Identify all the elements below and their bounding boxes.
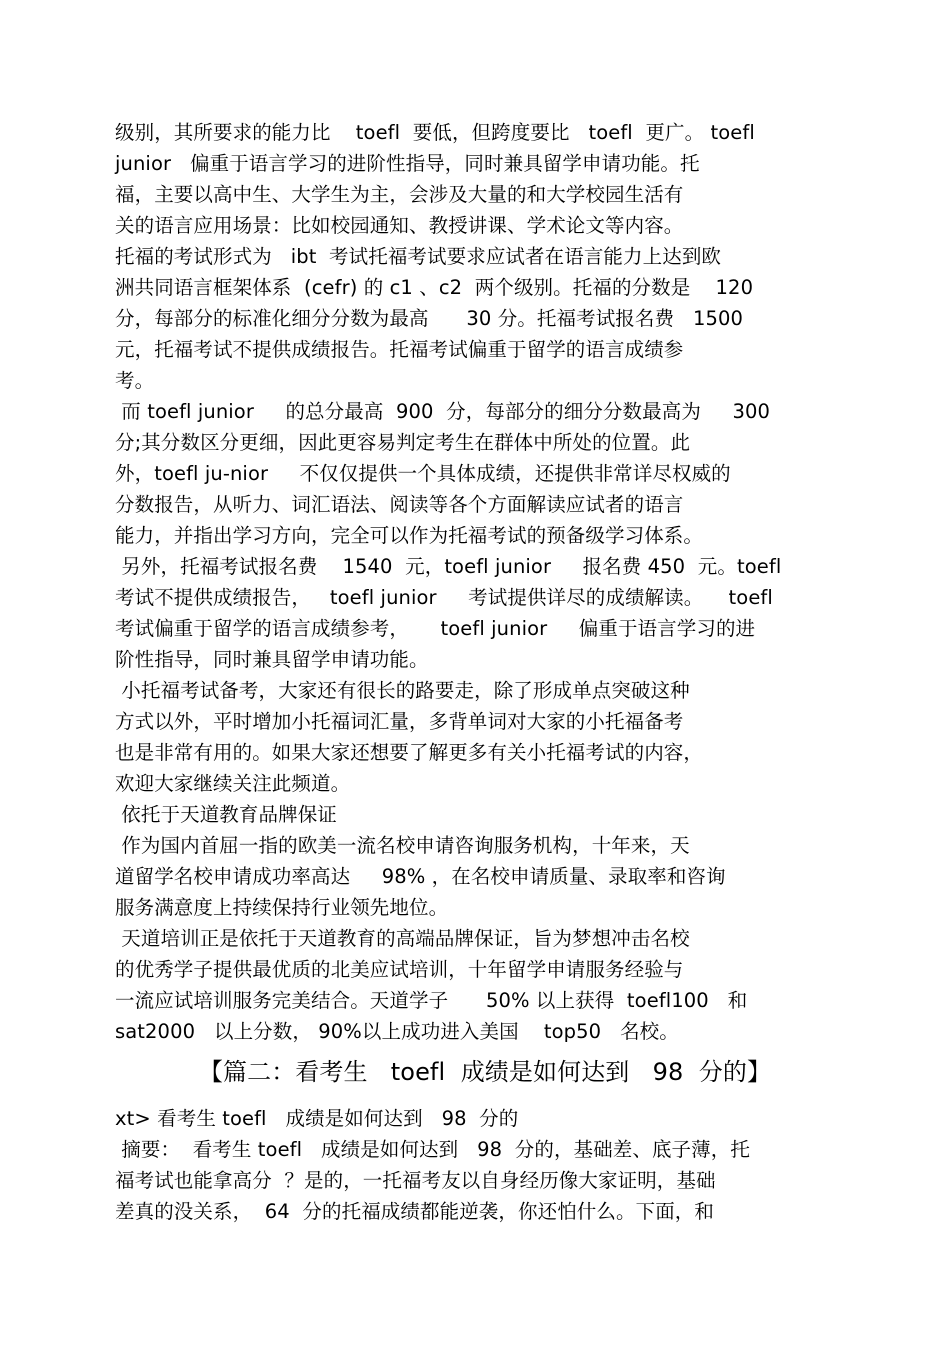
paragraph-article-intro [115,1103,855,1227]
text-line: 作为国内首屈一指的欧美一流名校申请咨询服务机构，十年来，天 [115,834,690,857]
text-line: 考试不提供成绩报告， toefl junior 考试提供详尽的成绩解读。 toefl [115,586,773,609]
text-line: 欢迎大家继续关注此频道。 [115,772,351,795]
text-line: junior 偏重于语言学习的进阶性指导，同时兼具留学申请功能。托 [115,152,700,175]
document-body [115,117,855,1227]
text-line: 托福的考试形式为 ibt 考试托福考试要求应试者在语言能力上达到欧 [115,245,722,268]
text-line: 小托福考试备考，大家还有很长的路要走，除了形成单点突破这种 [115,679,690,702]
text-line: 天道培训正是依托于天道教育的高端品牌保证，旨为梦想冲击名校 [115,927,690,950]
paragraph-toefl-comparison [115,117,855,396]
text-line: 也是非常有用的。如果大家还想要了解更多有关小托福考试的内容， [115,741,704,764]
text-line: 差真的没关系， 64 分的托福成绩都能逆袭，你还怕什么。下面，和 [115,1200,715,1223]
text-line: 一流应试培训服务完美结合。天道学子 50% 以上获得 toefl100 和 [115,989,748,1012]
section-heading: 【篇二：看考生 toefl 成绩是如何达到 98 分的】 [198,1058,772,1086]
text-line: 分数报告，从听力、词汇语法、阅读等各个方面解读应试者的语言 [115,493,684,516]
paragraph-junior-scoring [115,396,855,551]
text-line: 而 toefl junior 的总分最高 900 分，每部分的细分分数最高为 300 [115,400,770,423]
text-line: 福考试也能拿高分 ？是的，一托福考友以自身经历像大家证明，基础 [115,1169,716,1192]
text-line: 道留学名校申请成功率高达 98% ，在名校申请质量、录取率和咨询 [115,865,726,888]
paragraph-preparation [115,675,855,799]
text-line: 考。 [115,369,155,392]
text-line: 考试偏重于留学的语言成绩参考， toefl junior 偏重于语言学习的进 [115,617,756,640]
text-line: 分，每部分的标准化细分分数为最高 30 分。托福考试报名费 1500 [115,307,744,330]
text-line: 阶性指导，同时兼具留学申请功能。 [115,648,429,671]
text-line: 关的语言应用场景：比如校园通知、教授讲课、学术论文等内容。 [115,214,684,237]
text-line: sat2000 以上分数， 90%以上成功进入美国 top50 名校。 [115,1020,679,1043]
text-line: 能力，并指出学习方向，完全可以作为托福考试的预备级学习体系。 [115,524,704,547]
text-line: 福，主要以高中生、大学生为主，会涉及大量的和大学校园生活有 [115,183,684,206]
text-line: 依托于天道教育品牌保证 [115,803,337,826]
text-line: 方式以外，平时增加小托福词汇量，多背单词对大家的小托福备考 [115,710,684,733]
text-line: 的优秀学子提供最优质的北美应试培训，十年留学申请服务经验与 [115,958,684,981]
text-line: 外，toefl ju-nior 不仅仅提供一个具体成绩，还提供非常详尽权威的 [115,462,731,485]
paragraph-institution [115,830,855,923]
paragraph-brand-subtitle [115,799,855,830]
text-line: 洲共同语言框架体系 (cefr) 的 c1 、c2 两个级别。托福的分数是 120 [115,276,754,299]
paragraph-training [115,923,855,1047]
text-line: 另外，托福考试报名费 1540 元，toefl junior 报名费 450 元。toefl [115,555,782,578]
paragraph-fees [115,551,855,675]
text-line: 级别，其所要求的能力比 toefl 要低，但跨度要比 toefl 更广。 toefl [115,121,755,144]
text-line: xt> 看考生 toefl 成绩是如何达到 98 分的 [115,1107,519,1130]
text-line: 摘要： 看考生 toefl 成绩是如何达到 98 分的，基础差、底子薄，托 [115,1138,750,1161]
text-line: 服务满意度上持续保持行业领先地位。 [115,896,449,919]
text-line: 元，托福考试不提供成绩报告。托福考试偏重于留学的语言成绩参 [115,338,684,361]
text-line: 分;其分数区分更细，因此更容易判定考生在群体中所处的位置。此 [115,431,691,454]
